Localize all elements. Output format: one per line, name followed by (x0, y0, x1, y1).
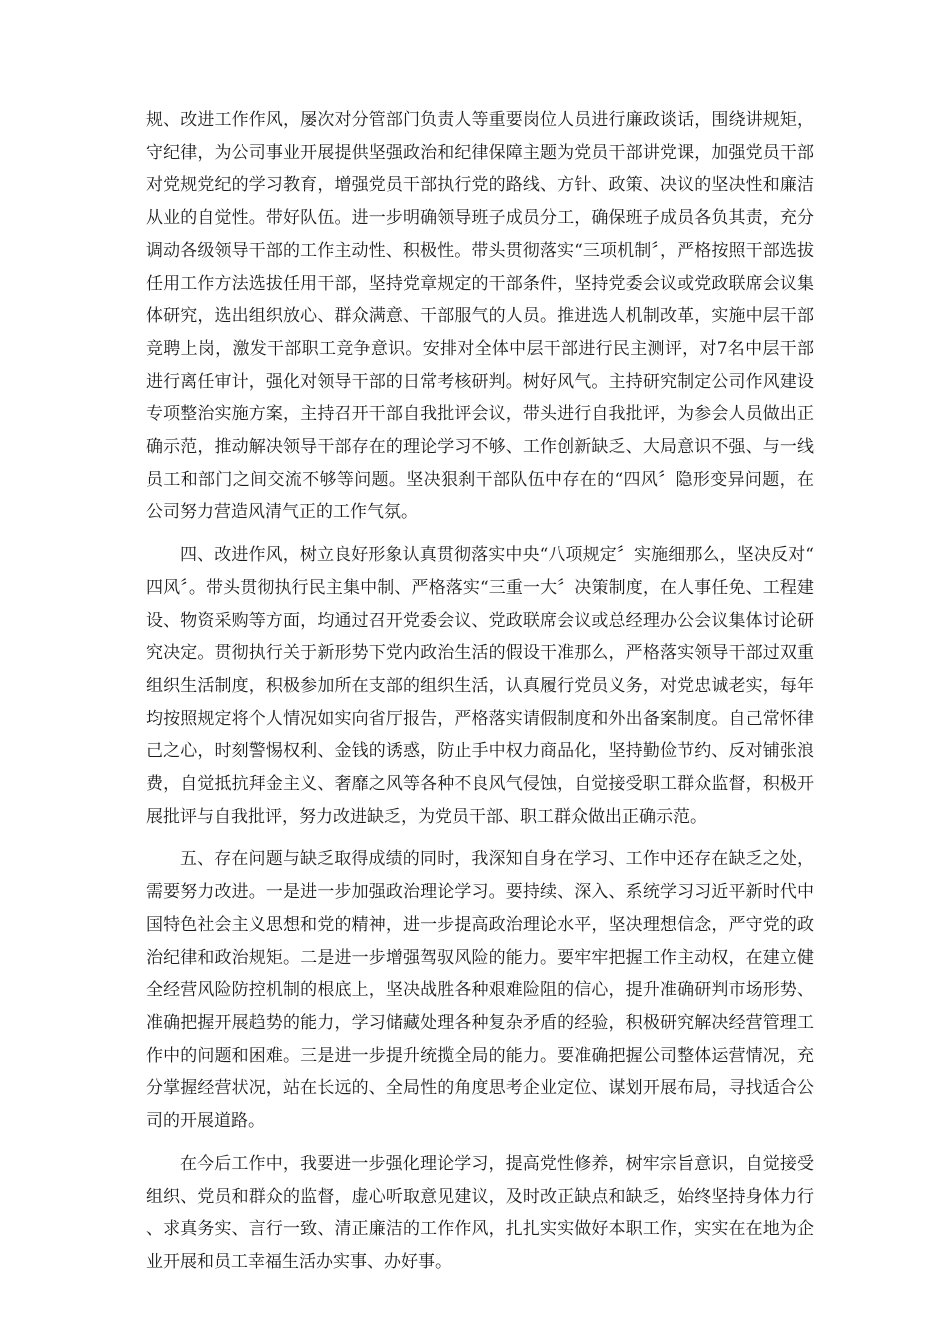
paragraph-section-five: 五、存在问题与缺乏取得成绩的同时，我深知自身在学习、工作中还存在缺乏之处，需要努力改进。一是进一步加强政治理论学习。要持续、深入、系统学习习近平新时代中国特色社会主义思想和党的精神，进一步提高政治理论水平，坚决理想信念，严守党的政治纪律和政治规矩。二是进一步增强驾驭风险的能力。要牢牢把握工作主动权，在建立健全经营风险防控机制的根底上，坚决战胜各种艰难险阻的信心，提升准确研判市场形势、准确把握开展趋势的能力，学习储藏处理各种复杂矛盾的经验，积极研究解决经营管理工作中的问题和困难。三是进一步提升统揽全局的能力。要准确把握公司整体运营情况，充分掌握经营状况，站在长远的、全局性的角度思考企业定位、谋划开展布局，寻找适合公司的开展道路。 (146, 849, 814, 1132)
document-body (146, 104, 814, 1289)
paragraph-section-four: 四、改进作风，树立良好形象认真贯彻落实中央“八项规定〞实施细那么，坚决反对“四风〞。带头贯彻执行民主集中制、严格落实“三重一大〞决策制度，在人事任免、工程建设、物资采购等方面，均通过召开党委会议、党政联席会议或总经理办公会议集体讨论研究决定。贯彻执行关于新形势下党内政治生活的假设干准那么，严格落实领导干部过双重组织生活制度，积极参加所在支部的组织生活，认真履行党员义务，对党忠诚老实，每年均按照规定将个人情况如实向省厅报告，严格落实请假制度和外出备案制度。自己常怀律己之心，时刻警惕权利、金钱的诱惑，防止手中权力商品化，坚持勤俭节约、反对铺张浪费，自觉抵抗拜金主义、奢靡之风等各种不良风气侵蚀，自觉接受职工群众监督，积极开展批评与自我批评，努力改进缺乏，为党员干部、职工群众做出正确示范。 (146, 545, 814, 827)
paragraph-conclusion: 在今后工作中，我要进一步强化理论学习，提高党性修养，树牢宗旨意识，自觉接受组织、党员和群众的监督，虚心听取意见建议，及时改正缺点和缺乏，始终坚持身体力行、求真务实、言行一致、清正廉洁的工作作风，扎扎实实做好本职工作，实实在在地为企业开展和员工幸福生活办实事、办好事。 (146, 1153, 814, 1272)
paragraph-leadership: 规、改进工作作风，屡次对分管部门负责人等重要岗位人员进行廉政谈话，围绕讲规矩，守纪律，为公司事业开展提供坚强政治和纪律保障主题为党员干部讲党课，加强党员干部对党规党纪的学习教育，增强党员干部执行党的路线、方针、政策、决议的坚决性和廉洁从业的自觉性。带好队伍。进一步明确领导班子成员分工，确保班子成员各负其责，充分调动各级领导干部的工作主动性、积极性。带头贯彻落实“三项机制〞，严格按照干部选拔任用工作方法选拔任用干部，坚持党章规定的干部条件，坚持党委会议或党政联席会议集体研究，选出组织放心、群众满意、干部服气的人员。推进选人机制改革，实施中层干部竞聘上岗，激发干部职工竞争意识。安排对全体中层干部进行民主测评，对7名中层干部进行离任审计，强化对领导干部的日常考核研判。树好风气。主持研究制定公司作风建设专项整治实施方案，主持召开干部自我批评会议，带头进行自我批评，为参会人员做出正确示范，推动解决领导干部存在的理论学习不够、工作创新缺乏、大局意识不强、与一线员工和部门之间交流不够等问题。坚决狠刹干部队伍中存在的“四风〞隐形变异问题，在公司努力营造风清气正的工作气氛。 (146, 110, 814, 523)
